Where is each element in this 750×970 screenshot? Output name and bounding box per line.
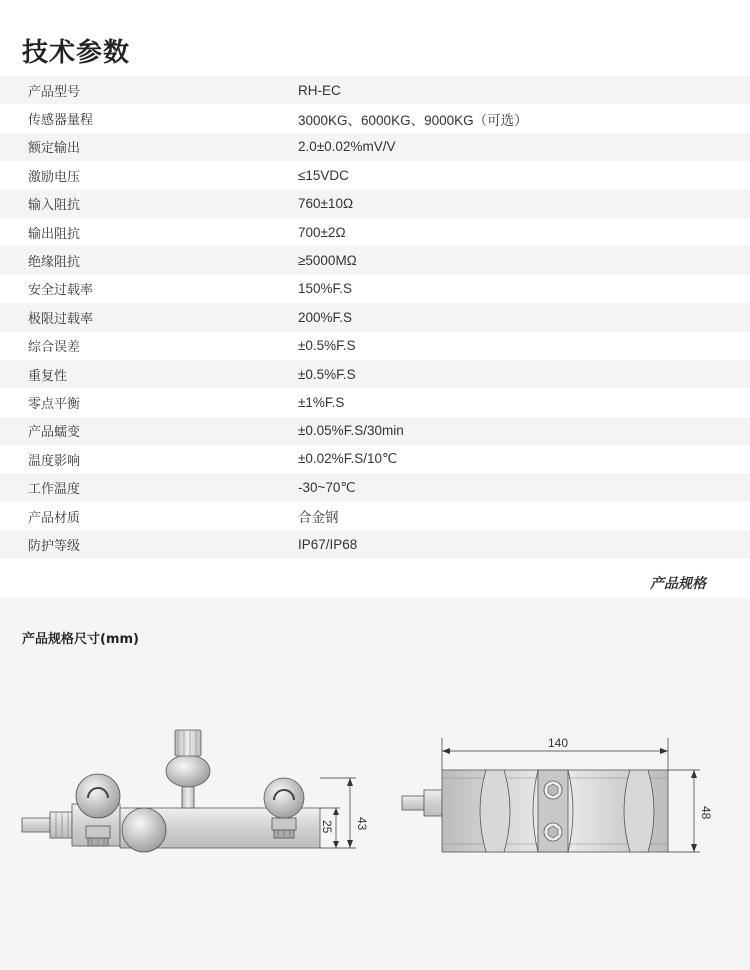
spec-key: 产品型号 bbox=[28, 84, 81, 100]
spec-value: ±0.5%F.S bbox=[298, 338, 356, 354]
spec-value: IP67/IP68 bbox=[298, 536, 358, 552]
spec-key: 绝缘阻抗 bbox=[28, 255, 81, 271]
beam-boss bbox=[122, 808, 166, 852]
dimension-drawing bbox=[0, 598, 750, 970]
spec-key: 额定输出 bbox=[28, 141, 81, 157]
spec-key: 产品材质 bbox=[28, 510, 81, 526]
drawing-title: 产品规格尺寸(mm) bbox=[22, 632, 139, 647]
spec-key: 安全过载率 bbox=[28, 283, 94, 299]
dimension-drawing-panel bbox=[0, 598, 750, 970]
spec-key: 传感器量程 bbox=[28, 113, 94, 129]
spec-key: 重复性 bbox=[28, 368, 68, 384]
dim-width: 48 bbox=[699, 806, 713, 820]
spec-key: 极限过载率 bbox=[28, 311, 94, 327]
spec-row bbox=[0, 275, 750, 303]
section-label: 产品规格 bbox=[650, 576, 706, 592]
spec-value: ±0.02%F.S/10℃ bbox=[298, 451, 398, 467]
spec-value: 2.0±0.02%mV/V bbox=[298, 139, 396, 155]
spec-row bbox=[0, 360, 750, 388]
spec-key: 产品蠕变 bbox=[28, 425, 81, 441]
spec-value: 3000KG、6000KG、9000KG（可选） bbox=[298, 112, 528, 128]
spec-value: 合金钢 bbox=[298, 510, 339, 526]
dim-length: 140 bbox=[548, 736, 569, 750]
right-notch bbox=[624, 770, 654, 852]
dim-height-total: 43 bbox=[355, 817, 369, 831]
spec-value: -30~70℃ bbox=[298, 479, 356, 495]
spec-value: 150%F.S bbox=[298, 281, 353, 297]
dim-height-body: 25 bbox=[320, 820, 334, 834]
spec-row bbox=[0, 473, 750, 501]
spec-value: ±1%F.S bbox=[298, 394, 345, 410]
top-cable bbox=[402, 796, 424, 810]
spec-table bbox=[0, 76, 750, 559]
side-view bbox=[22, 730, 356, 852]
spec-row bbox=[0, 218, 750, 246]
spec-key: 工作温度 bbox=[28, 482, 81, 498]
spec-row bbox=[0, 303, 750, 331]
spec-key: 零点平衡 bbox=[28, 396, 81, 412]
spec-row bbox=[0, 417, 750, 445]
spec-row bbox=[0, 76, 750, 104]
spec-key: 输出阻抗 bbox=[28, 226, 81, 242]
spec-key: 综合误差 bbox=[28, 340, 81, 356]
spec-row bbox=[0, 388, 750, 416]
spec-value: ≤15VDC bbox=[298, 167, 349, 183]
left-ball-support bbox=[76, 774, 120, 818]
left-notch bbox=[480, 770, 510, 852]
spec-value: 700±2Ω bbox=[298, 224, 346, 240]
spec-key: 激励电压 bbox=[28, 169, 81, 185]
spec-row bbox=[0, 161, 750, 189]
top-view bbox=[402, 738, 700, 852]
spec-value: ≥5000MΩ bbox=[298, 253, 357, 269]
spec-value: 760±10Ω bbox=[298, 196, 354, 212]
top-cable-gland bbox=[424, 790, 442, 816]
load-post-cap bbox=[175, 730, 201, 756]
spec-key: 温度影响 bbox=[28, 453, 81, 469]
spec-row bbox=[0, 246, 750, 274]
cable bbox=[22, 818, 50, 832]
spec-value: ±0.05%F.S/30min bbox=[298, 423, 404, 439]
spec-row bbox=[0, 104, 750, 132]
spec-row bbox=[0, 332, 750, 360]
right-ball-support bbox=[264, 778, 304, 818]
cable-gland bbox=[50, 812, 72, 838]
spec-row bbox=[0, 190, 750, 218]
spec-row bbox=[0, 133, 750, 161]
spec-row bbox=[0, 530, 750, 558]
spec-value: ±0.5%F.S bbox=[298, 366, 356, 382]
spec-row bbox=[0, 445, 750, 473]
spec-value: RH-EC bbox=[298, 82, 341, 98]
load-post-ball bbox=[166, 755, 210, 787]
spec-key: 输入阻抗 bbox=[28, 198, 81, 214]
page-title: 技术参数 bbox=[22, 38, 131, 68]
spec-key: 防护等级 bbox=[28, 538, 81, 554]
spec-value: 200%F.S bbox=[298, 309, 353, 325]
spec-row bbox=[0, 502, 750, 530]
